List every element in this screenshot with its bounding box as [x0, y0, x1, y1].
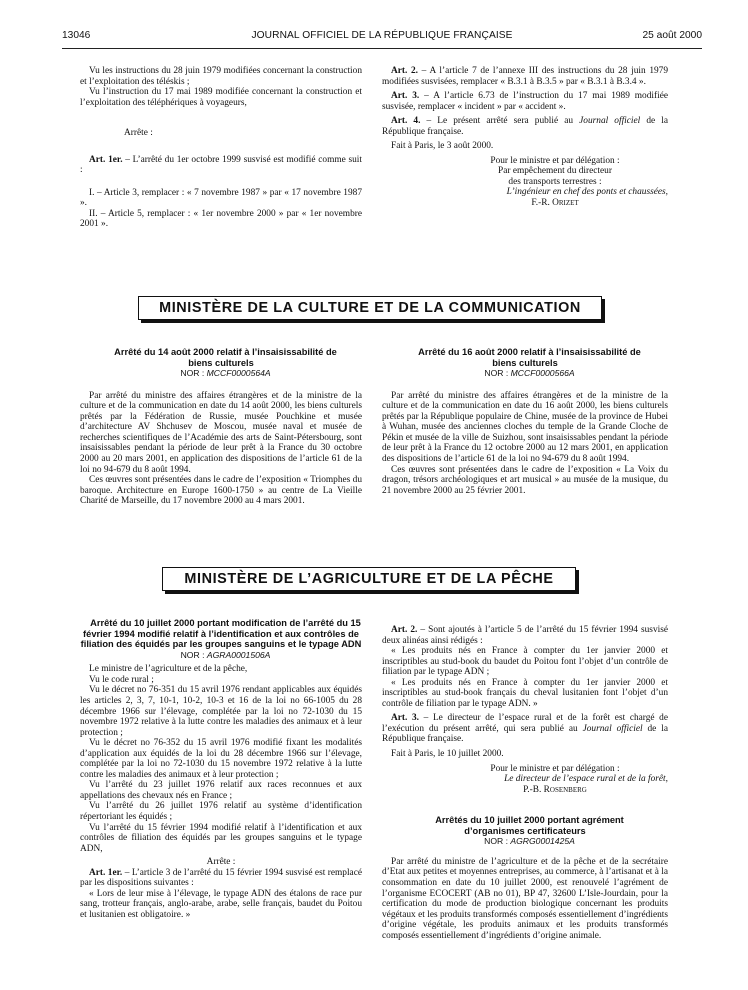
issue-date: 25 août 2000	[642, 30, 702, 41]
paragraph: Par arrêté du ministre des affaires étrangères et de la ministre de la culture et de la communication en date du 14 août 2000, les biens culturels prêtés par la Fédération de Russie, musée Pouchkine et musée d’architecture AV Shchusev de Moscou, musée naval et musée de recherches scientifiques de l’Académie des arts de Saint-Pétersbourg, sont insaisissables pendant la période de leur prêt à la France du 30 octobre 2000 au 20 mars 2001, en application des dispositions de l’article 61 de la loi no 94-679 du 8 août 1994.	[80, 390, 362, 475]
top-left-column	[80, 66, 362, 230]
quotation: « Lors de leur mise à l’élevage, le typage ADN des étalons de race pur sang, trotteur français, anglo-arabe, arabe, selle français, baudet du Poitou et lusitanien est obligatoire. »	[80, 888, 362, 920]
place-date: Fait à Paris, le 10 juillet 2000.	[391, 749, 504, 760]
signature-line: L’ingénieur en chef des ponts et chaussées,	[506, 187, 668, 198]
quotation: « Les produits nés en France à compter du 1er janvier 2000 et inscriptibles au stud-book du baudet du Poitou font l’objet d’un contrôle de filiation par le typage ADN ;	[382, 646, 668, 678]
journal-title: JOURNAL OFFICIEL DE LA RÉPUBLIQUE FRANÇAISE	[251, 30, 513, 41]
article: Art. 3. – A l’article 6.73 de l’instruction du 17 mai 1989 modifiée susvisée, remplacer « incident » par « accident ».	[382, 91, 668, 112]
paragraph: Vu l’arrêté du 23 juillet 1976 relatif aux races reconnues et aux appellations des chevaux nés en France ;	[80, 780, 362, 801]
paragraph: I. – Article 3, remplacer : « 7 novembre 1987 » par « 17 novembre 1987 ».	[80, 187, 362, 209]
article: Art. 1er. – L’article 3 de l’arrêté du 15 février 1994 susvisé est remplacé par les dispositions suivantes :	[80, 867, 362, 889]
paragraph: II. – Article 5, remplacer : « 1er novembre 2000 » par « 1er novembre 2001 ».	[80, 208, 362, 230]
signature-line: Pour le ministre et par délégation :	[490, 763, 620, 774]
signature-line: Pour le ministre et par délégation :	[490, 155, 620, 166]
culture-left-column	[80, 347, 362, 507]
decree-title: Arrêté du 16 août 2000 relatif à l’insaisissabilité de biens culturels	[418, 347, 641, 368]
signatory: P.-B. Rosenberg	[523, 784, 587, 795]
paragraph: Vu l’instruction du 17 mai 1989 modifiée concernant la construction et l’exploitation des téléphériques à voyageurs,	[80, 87, 362, 108]
quotation: « Les produits nés en France à compter du 1er janvier 2000 et inscriptibles au stud-book français du cheval lusitanien font l’objet d’un contrôle de filiation par le typage ADN. »	[382, 677, 668, 709]
decree-title: Arrêtés du 10 juillet 2000 portant agrément d’organismes certificateurs	[435, 815, 624, 836]
ministry-banner-agriculture: MINISTÈRE DE L’AGRICULTURE ET DE LA PÊCHE	[162, 567, 576, 591]
agriculture-right-column	[382, 625, 668, 941]
article: Art. 3. – Le directeur de l’espace rural et de la forêt est chargé de l’exécution du présent arrêté, qui sera publié au Journal officiel de la République française.	[382, 713, 669, 745]
arrete-label: Arrête :	[124, 128, 153, 139]
header-rule	[62, 48, 702, 49]
paragraph: Ces œuvres sont présentées dans le cadre de l’exposition « La Voix du dragon, trésors archéologiques et art musical » au musée de la musique, du 21 novembre 2000 au 25 février 2001.	[382, 464, 668, 496]
page-number: 13046	[62, 30, 91, 41]
signature-line: Par empêchement du directeur	[498, 166, 612, 177]
paragraph: Vu le décret no 76-351 du 15 avril 1976 rendant applicables aux équidés les articles 2, 3, 7, 10-1, 10-2, 10-3 et 16 de la loi no 66-1005 du 28 décembre 1966 sur l’élevage, complétée par la loi no 72-1030 du 15 novembre 1972 relative à la lutte contre les maladies des animaux et à leur protection ;	[80, 685, 362, 738]
arrete-label: Arrête :	[206, 857, 236, 868]
article: Art. 1er. – L’arrêté du 1er octobre 1999 susvisé est modifié comme suit :	[80, 154, 362, 176]
top-right-column	[382, 66, 668, 209]
article: Art. 2. – A l’article 7 de l’annexe III des instructions du 28 juin 1979 modifiées susvisées, remplacer « B.3.1 à B.3.5 » par « B.3.1 à B.3.4 ».	[382, 66, 669, 87]
culture-right-column	[382, 347, 668, 496]
paragraph: Le ministre de l’agriculture et de la pêche,	[89, 664, 248, 675]
page-header	[62, 30, 702, 44]
decree-title: Arrêté du 14 août 2000 relatif à l’insaisissabilité de biens culturels	[114, 347, 337, 368]
place-date: Fait à Paris, le 3 août 2000.	[391, 141, 494, 152]
signature-line: Le directeur de l’espace rural et de la forêt,	[504, 774, 668, 785]
decree-title: Arrêté du 10 juillet 2000 portant modification de l’arrêté du 15 février 1994 modifié relatif à l’identification et aux contrôles de filiation des équidés par les groupes sanguins et le typage ADN	[80, 618, 362, 650]
paragraph: Vu le code rural ;	[89, 674, 154, 685]
paragraph: Ces œuvres sont présentées dans le cadre de l’exposition « Triomphes du baroque. Architecture en Europe 1600-1750 » au centre de La Vieille Charité de Marseille, du 17 novembre 2000 au 4 mars 2001.	[80, 475, 362, 507]
nor-reference: NOR : AGRA0001506A	[180, 649, 271, 660]
ministry-banner-culture: MINISTÈRE DE LA CULTURE ET DE LA COMMUNICATION	[138, 296, 602, 320]
paragraph: Vu l’arrêté du 26 juillet 1976 relatif au système d’identification répertoriant les équidés ;	[80, 801, 362, 822]
signature-line: des transports terrestres :	[508, 176, 602, 187]
nor-reference: NOR : MCCF0000566A	[484, 368, 575, 379]
paragraph: Vu l’arrêté du 15 février 1994 modifié relatif à l’identification et aux contrôles de filiation des équidés par les groupes sanguins et le typage ADN,	[80, 822, 362, 854]
nor-reference: NOR : MCCF0000564A	[180, 368, 271, 379]
paragraph: Vu les instructions du 28 juin 1979 modifiées concernant la construction et l’exploitation des téléskis ;	[80, 66, 362, 87]
paragraph: Par arrêté du ministre des affaires étrangères et de la ministre de la culture et de la communication en date du 16 août 2000, les biens culturels prêtés par la République populaire de Chine, musée de la province de Hubei à Wuhan, musée des anciennes cloches du temple de la Grande Cloche de Pékin et musée de la ville de Suizhou, sont insaisissables pendant la période de leur prêt à la France du 12 octobre 2000 au 12 mars 2001, en application des dispositions de l’article 61 de la loi no 94-679 du 8 août 1994.	[382, 390, 668, 465]
paragraph: Vu le décret no 76-352 du 15 avril 1976 modifié fixant les modalités d’application aux équidés de la loi du 28 décembre 1966 sur l’élevage, complétée par la loi no 72-1030 du 15 novembre 1972 relative à la lutte contre les maladies des animaux et à leur protection ;	[80, 738, 362, 780]
signatory: F.-R. Orizet	[531, 198, 579, 209]
paragraph: Par arrêté du ministre de l’agriculture et de la pêche et de la secrétaire d’Etat aux petites et moyennes entreprises, au commerce, à l’artisanat et à la consommation en date du 10 juillet 2000, est renouvelé l’agrément de l’organisme ECOCERT (AB no 01), BP 47, 32600 L’Isle-Jourdain, pour la certification du mode de production biologique concernant les produits végétaux et les produits transformés composés essentiellement d’ingrédients d’origine végétale, les produits animaux et les produits transformés composés essentiellement d’ingrédients d’origine animale.	[382, 856, 668, 941]
agriculture-left-column	[80, 618, 362, 920]
nor-reference: NOR : AGRG0001425A	[484, 836, 575, 847]
article: Art. 4. – Le présent arrêté sera publié au Journal officiel de la République française.	[382, 116, 669, 137]
article: Art. 2. – Sont ajoutés à l’article 5 de l’arrêté du 15 février 1994 susvisé deux alinéas ainsi rédigés :	[382, 625, 668, 646]
